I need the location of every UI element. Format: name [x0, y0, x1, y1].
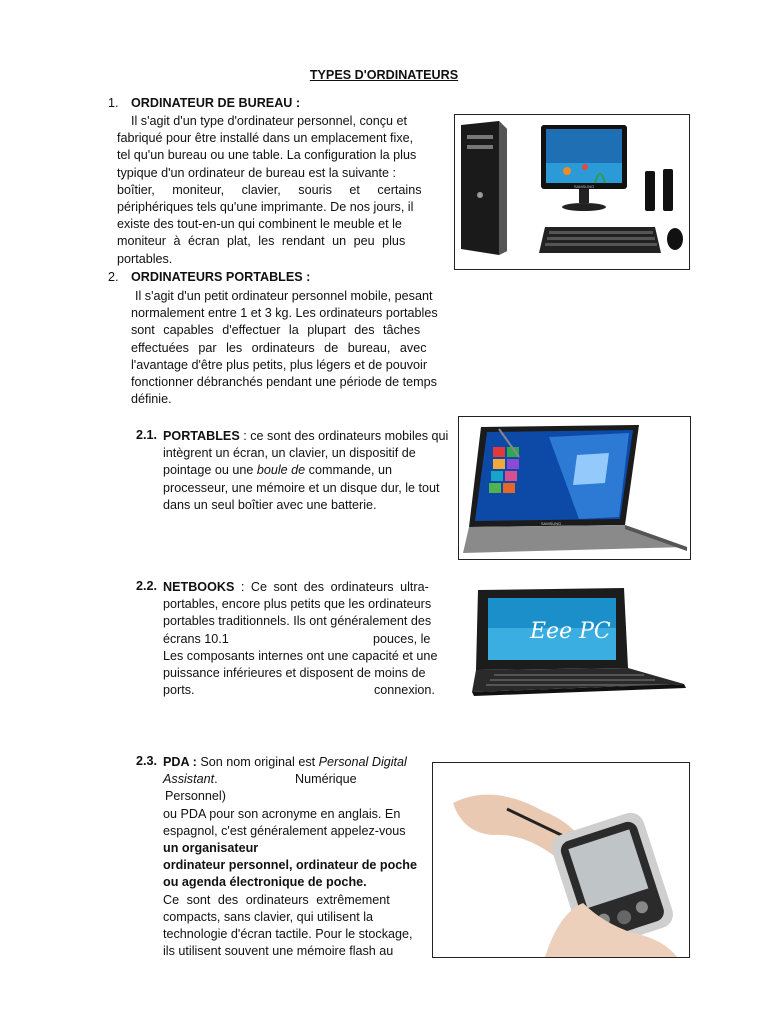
sub22-body [163, 579, 454, 699]
sub21-line: processeur, une mémoire et un disque dur, le tout [163, 480, 440, 495]
sub22-line: écrans 10.1 [163, 631, 229, 646]
sub23-italic: Assistant [163, 772, 215, 787]
sub22-number: 2.2. [136, 579, 158, 593]
sub22-line: puissance inférieures et disposent de moins de [163, 666, 426, 680]
sub23-number: 2.3. [136, 754, 158, 768]
sub21-line: intègrent un écran, un clavier, un dispositif de [163, 446, 416, 461]
sub23-line: ils utilisent souvent une mémoire flash au [163, 944, 394, 959]
sub21-italic: boule de [256, 463, 306, 478]
sub23-line: technologie d'écran tactile. Pour le stockage, [163, 927, 413, 942]
sub23-bold: un organisateur [163, 841, 259, 855]
section1-heading: ORDINATEUR DE BUREAU : [131, 96, 301, 110]
sub23-line: Personnel) [165, 789, 226, 804]
desktop-illustration [455, 115, 689, 269]
sub22-line: : Ce sont des ordinateurs ultra- [234, 580, 429, 594]
sub21-line: : ce sont des ordinateurs mobiles qui [239, 429, 449, 443]
monitor-brand: SAMSUNG [573, 184, 595, 189]
sub21-line: dans un seul boîtier avec une batterie. [163, 497, 377, 512]
sub23-body [163, 754, 422, 960]
section2-body [131, 288, 454, 408]
sub22-line: portables traditionnels. Ils ont généralement des [163, 614, 432, 629]
section2-heading: ORDINATEURS PORTABLES : [131, 270, 311, 284]
sub21-number: 2.1. [136, 428, 158, 442]
sub23-bold: ou agenda électronique de poche. [163, 875, 367, 890]
section2-line: fonctionner débranchés pendant une période de temps [131, 375, 437, 390]
section2-line: l'avantage d'être plus petits, plus légers et de pouvoir [131, 357, 428, 372]
sub23-bold: ordinateur personnel, ordinateur de poche [163, 858, 418, 873]
section1-line: existe des tout-en-un qui combinent le meuble et le [117, 217, 402, 232]
netbook-image [470, 584, 688, 700]
sub21-heading: PORTABLES [163, 429, 240, 443]
section1-body [117, 113, 454, 268]
sub21-line: pointage ou une [163, 463, 257, 478]
sub23-line: compacts, sans clavier, qui utilisent la [163, 909, 373, 924]
sub23-italic: Personal Digital [318, 755, 407, 769]
section2-line: effectuées par les ordinateurs de bureau, avec [131, 340, 427, 355]
section1-number: 1. [108, 96, 119, 110]
page-title: TYPES D'ORDINATEURS [309, 68, 459, 82]
laptop-illustration [459, 417, 690, 559]
sub23-line: ou PDA pour son acronyme en anglais. En [163, 806, 401, 821]
sub23-line: Numérique [295, 772, 357, 787]
section1-line: périphériques tels qu'une imprimante. De nos jours, il [117, 200, 414, 215]
laptop-brand: SAMSUNG [540, 521, 562, 526]
section2-line: normalement entre 1 et 3 kg. Les ordinateurs portables [131, 306, 438, 321]
sub23-line: . [214, 772, 218, 787]
pda-image [432, 762, 690, 958]
sub23-line: espagnol, c'est généralement appelez-vous [163, 823, 406, 838]
pda-illustration [433, 763, 689, 957]
sub21-body [163, 428, 454, 514]
sub23-heading: PDA : [163, 755, 197, 769]
sub22-line: connexion. [374, 683, 435, 698]
section1-line: Il s'agit d'un type d'ordinateur personnel, conçu et [131, 114, 408, 128]
netbook-illustration [470, 584, 688, 700]
section1-line: typique d'un ordinateur de bureau est la suivante : [117, 165, 396, 180]
sub22-heading: NETBOOKS [163, 580, 235, 594]
desktop-computer-image [454, 114, 690, 270]
section1-line: moniteur à écran plat, les rendant un peu plus [117, 234, 406, 249]
laptop-image [458, 416, 691, 560]
sub23-line: Ce sont des ordinateurs extrêmement [163, 892, 390, 907]
sub21-line: commande, un [305, 463, 392, 478]
section2-line: sont capables d'effectuer la plupart des tâches [131, 323, 421, 338]
netbook-logo: Eee PC [530, 619, 611, 644]
sub23-line: Son nom original est [196, 755, 319, 769]
section2-line: définie. [131, 392, 172, 407]
sub22-line: ports. [163, 683, 195, 698]
section1-line: portables. [117, 251, 173, 266]
sub22-line: portables, encore plus petits que les ordinateurs [163, 597, 432, 612]
section2-number: 2. [108, 270, 119, 284]
sub22-line: pouces, le [373, 631, 431, 646]
section1-line: boîtier, moniteur, clavier, souris et certains [117, 182, 422, 197]
section2-line: Il s'agit d'un petit ordinateur personnel mobile, pesant [135, 289, 433, 303]
section1-line: fabriqué pour être installé dans un emplacement fixe, [117, 131, 414, 146]
section1-line: tel qu'un bureau ou une table. La configuration la plus [117, 148, 417, 163]
sub22-line: Les composants internes ont une capacité et une [163, 648, 438, 663]
